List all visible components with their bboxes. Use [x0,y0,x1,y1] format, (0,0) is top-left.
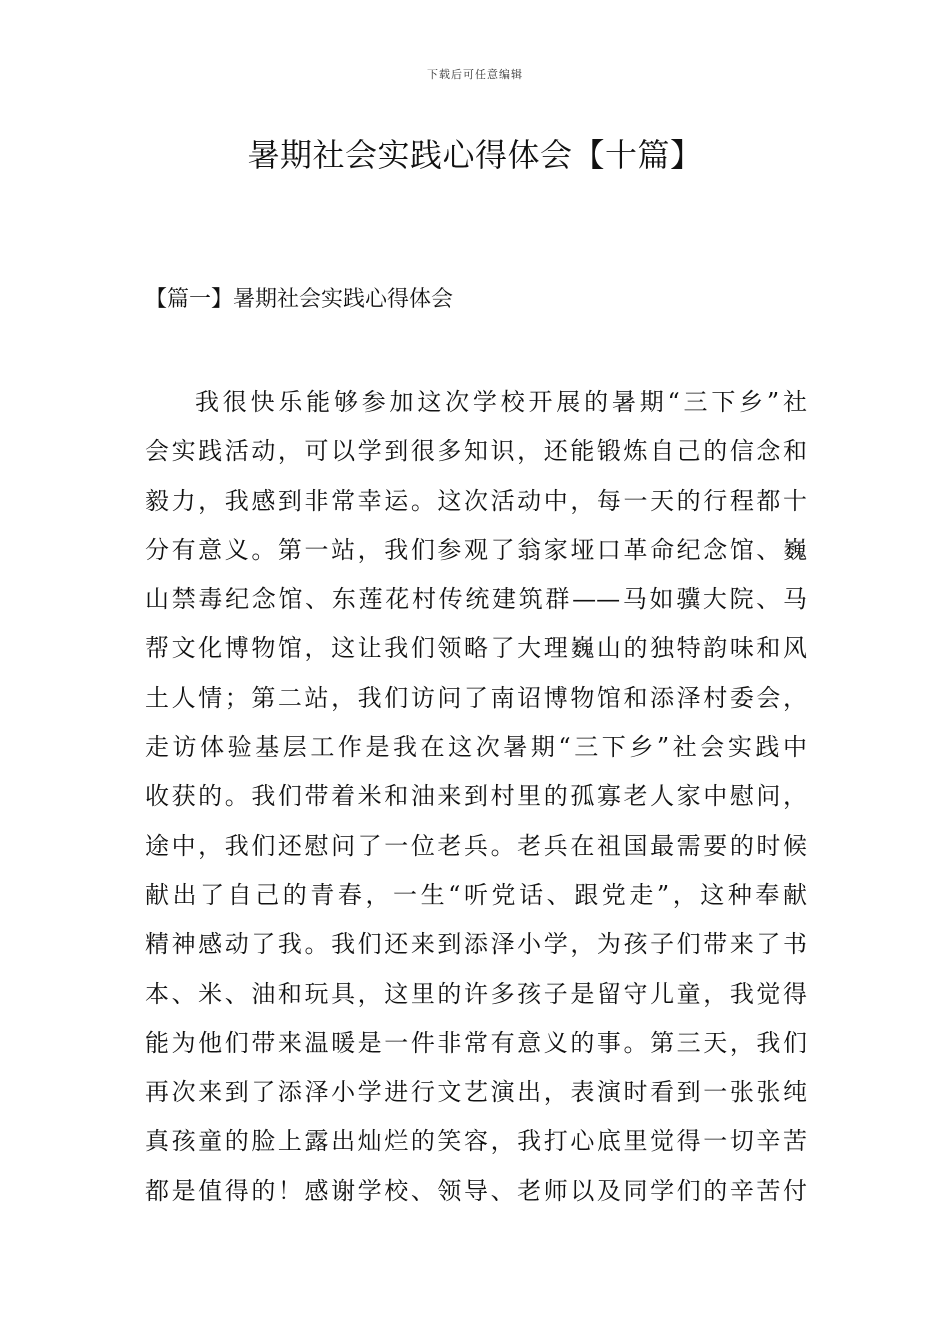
paragraph-line: 真孩童的脸上露出灿烂的笑容，我打心底里觉得一切辛苦 [145,1127,807,1156]
document-title: 暑期社会实践心得体会【十篇】 [247,136,703,174]
paragraph-line: 我很快乐能够参加这次学校开展的暑期“三下乡”社 [195,388,807,416]
paragraph-line: 土人情；第二站，我们访问了南诏博物馆和添泽村委会， [145,683,807,712]
paragraph-line: 途中，我们还慰问了一位老兵。老兵在祖国最需要的时候 [145,831,807,860]
paragraph-line: 精神感动了我。我们还来到添泽小学，为孩子们带来了书 [145,930,807,959]
paragraph-line: 山禁毒纪念馆、东莲花村传统建筑群——马如骥大院、马 [145,585,807,614]
header-note: 下载后可任意编辑 [427,68,523,81]
paragraph-line: 走访体验基层工作是我在这次暑期“三下乡”社会实践中 [145,733,807,762]
paragraph-line: 收获的。我们带着米和油来到村里的孤寡老人家中慰问， [145,782,807,811]
paragraph-line: 再次来到了添泽小学进行文艺演出，表演时看到一张张纯 [145,1078,807,1107]
paragraph-line: 都是值得的！感谢学校、领导、老师以及同学们的辛苦付 [145,1176,807,1205]
section-heading: 【篇一】暑期社会实践心得体会 [145,287,454,312]
paragraph-line: 毅力，我感到非常幸运。这次活动中，每一天的行程都十 [145,486,807,515]
body-paragraph [145,378,807,1216]
paragraph-line: 分有意义。第一站，我们参观了翁家垭口革命纪念馆、巍 [145,535,807,564]
paragraph-line: 会实践活动，可以学到很多知识，还能锻炼自己的信念和 [145,437,807,466]
paragraph-line: 能为他们带来温暖是一件非常有意义的事。第三天，我们 [145,1028,807,1057]
paragraph-line: 帮文化博物馆，这让我们领略了大理巍山的独特韵味和风 [145,634,807,663]
paragraph-line: 本、米、油和玩具，这里的许多孩子是留守儿童，我觉得 [145,979,807,1008]
paragraph-line: 献出了自己的青春，一生“听党话、跟党走”，这种奉献 [145,880,807,909]
